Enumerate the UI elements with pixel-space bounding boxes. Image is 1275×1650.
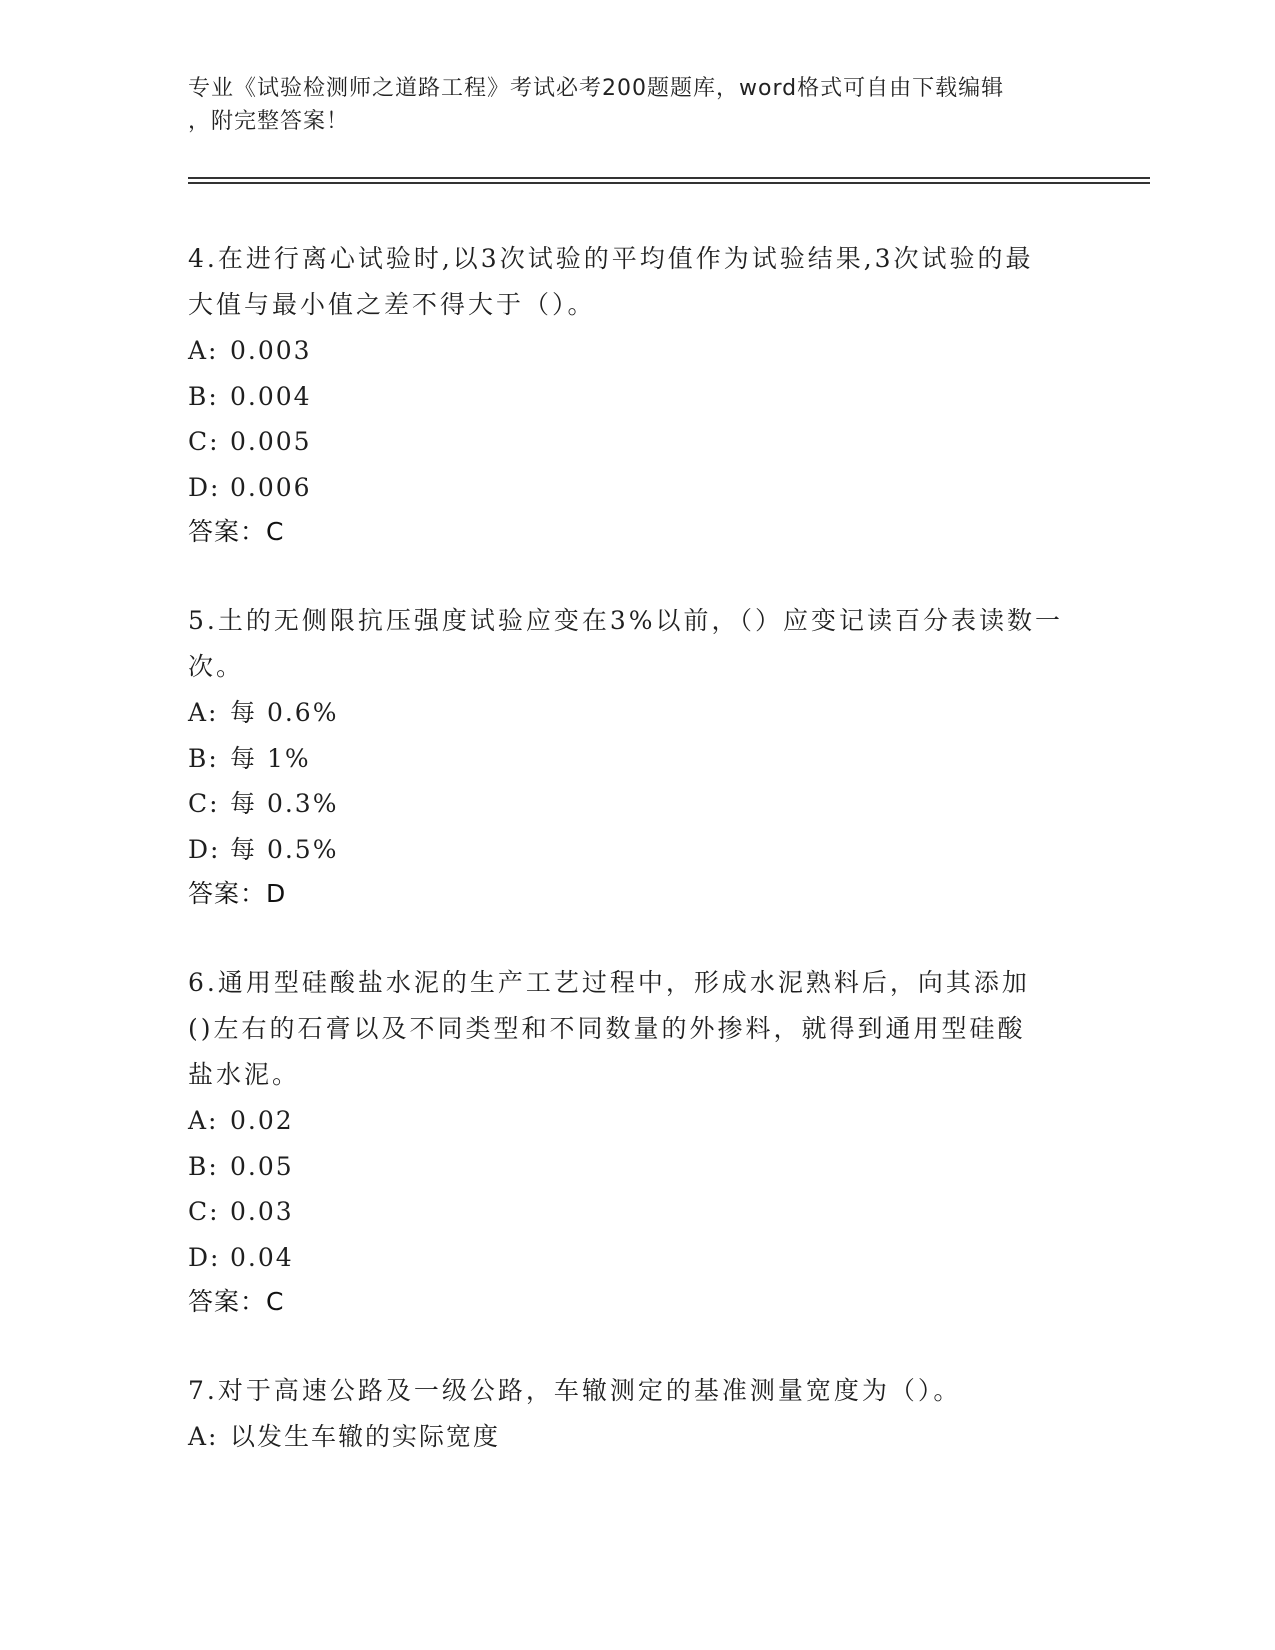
question-6-text-line-3: 盐水泥。 — [188, 1060, 301, 1089]
question-6 — [188, 960, 1088, 1324]
question-5-option-a — [188, 690, 1088, 736]
question-7 — [188, 1368, 1088, 1460]
option-text: 0.03 — [230, 1197, 294, 1226]
document-header — [188, 72, 1068, 138]
question-7-option-a — [188, 1414, 1088, 1460]
option-text: 0.005 — [230, 427, 312, 456]
question-5-option-b — [188, 736, 1088, 782]
option-letter: A: — [188, 336, 219, 365]
option-text: 每 0.3% — [230, 789, 339, 818]
question-spacer — [188, 916, 1088, 960]
header-divider-top — [188, 177, 1150, 179]
option-letter: D: — [188, 472, 221, 502]
question-4-text-line-2: 大值与最小值之差不得大于（）。 — [188, 290, 596, 319]
question-4-option-b — [188, 374, 1088, 420]
option-letter: B: — [188, 1151, 219, 1181]
option-letter: C: — [188, 789, 220, 818]
question-5-option-c — [188, 781, 1088, 827]
question-6-text-line-1: 6.通用型硅酸盐水泥的生产工艺过程中，形成水泥熟料后，向其添加 — [188, 968, 1030, 997]
option-text: 0.04 — [230, 1242, 294, 1272]
question-6-option-a — [188, 1098, 1088, 1144]
question-7-text-line-1: 7.对于高速公路及一级公路，车辙测定的基准测量宽度为（）。 — [188, 1376, 962, 1405]
question-5-text-line-1: 5.土的无侧限抗压强度试验应变在3%以前，（）应变记读百分表读数一 — [188, 606, 1064, 635]
question-6-answer: 答案：C — [188, 1287, 285, 1316]
question-spacer — [188, 1324, 1088, 1368]
question-4-option-a — [188, 328, 1088, 374]
option-letter: C: — [188, 427, 220, 456]
option-text: 0.003 — [230, 336, 312, 365]
option-letter: A: — [188, 698, 219, 727]
option-text: 以发生车辙的实际宽度 — [230, 1422, 501, 1451]
question-4-answer: 答案：C — [188, 517, 285, 546]
option-letter: B: — [188, 381, 219, 411]
option-letter: B: — [188, 743, 219, 773]
question-6-option-b — [188, 1144, 1088, 1190]
question-4 — [188, 236, 1088, 554]
question-4-option-d — [188, 465, 1088, 511]
question-5-answer: 答案：D — [188, 879, 287, 908]
option-letter: A: — [188, 1422, 219, 1451]
question-4-text-line-1: 4.在进行离心试验时,以3次试验的平均值作为试验结果,3次试验的最 — [188, 244, 1034, 273]
option-letter: D: — [188, 834, 221, 864]
question-6-text-line-2: ()左右的石膏以及不同类型和不同数量的外掺料，就得到通用型硅酸 — [188, 1014, 1026, 1043]
option-text: 0.006 — [230, 472, 312, 502]
option-letter: A: — [188, 1106, 219, 1135]
question-6-option-c — [188, 1189, 1088, 1235]
option-text: 每 0.5% — [230, 834, 339, 864]
option-letter: C: — [188, 1197, 220, 1226]
header-title-line-1: 专业《试验检测师之道路工程》考试必考200题题库，word格式可自由下载编辑 — [188, 76, 1005, 101]
option-text: 0.05 — [230, 1151, 294, 1181]
option-text: 0.02 — [230, 1106, 294, 1135]
question-5 — [188, 598, 1088, 916]
option-text: 0.004 — [230, 381, 312, 411]
question-list — [188, 236, 1088, 1460]
question-6-option-d — [188, 1235, 1088, 1281]
option-letter: D: — [188, 1242, 221, 1272]
option-text: 每 1% — [230, 743, 311, 773]
question-spacer — [188, 554, 1088, 598]
header-title-line-2: ，附完整答案！ — [188, 109, 350, 134]
header-divider-bottom — [188, 182, 1150, 184]
option-text: 每 0.6% — [230, 698, 339, 727]
question-5-text-line-2: 次。 — [188, 652, 245, 681]
question-4-option-c — [188, 419, 1088, 465]
question-5-option-d — [188, 827, 1088, 873]
